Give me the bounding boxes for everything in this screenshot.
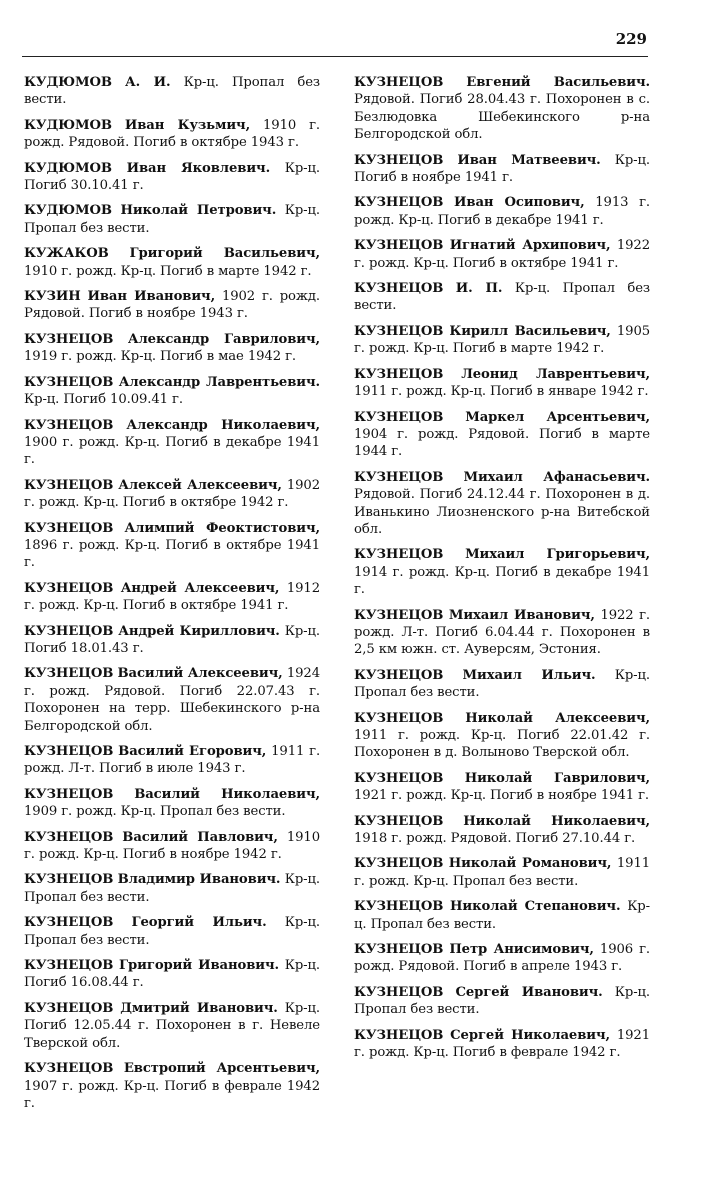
- entry-details: Кр-ц. Пропал без вести.: [354, 281, 651, 314]
- list-item: [354, 469, 650, 539]
- list-item: [354, 941, 650, 976]
- list-item: [24, 957, 320, 992]
- entry-given-name: Леонид Лаврентьевич,: [461, 366, 650, 382]
- entry-given-name: Александр Лаврентьевич.: [118, 374, 320, 390]
- entry-given-name: Андрей Кириллович.: [118, 623, 280, 639]
- list-item: [354, 667, 650, 702]
- entry-surname: КУЗНЕЦОВ: [354, 899, 444, 915]
- entry-details: Кр-ц. Пропал без вести.: [24, 203, 321, 236]
- entry-details: 1910 г. рожд. Кр-ц. Погиб в ноябре 1942 г.: [24, 829, 320, 863]
- entry-details: 1906 г. рожд. Рядовой. Погиб в апреле 1943 г.: [354, 942, 650, 975]
- entry-surname: КУЗНЕЦОВ: [354, 710, 444, 726]
- entry-details: 1912 г. рожд. Кр-ц. Погиб в октябре 1941 г.: [24, 580, 321, 614]
- entry-details: 1904 г. рожд. Рядовой. Погиб в марте 1944 г.: [354, 426, 650, 460]
- entry-surname: КУЗНЕЦОВ: [354, 607, 444, 623]
- entry-details: Кр-ц. Погиб 10.09.41 г.: [24, 392, 183, 408]
- entry-surname: КУЗНЕЦОВ: [354, 469, 444, 485]
- entry-given-name: Алимпий Феоктистович,: [124, 520, 320, 536]
- entry-surname: КУЗНЕЦОВ: [24, 958, 114, 974]
- entry-details: Кр-ц. Пропал без вести.: [24, 75, 320, 108]
- entry-surname: КУЗНЕЦОВ: [24, 520, 114, 536]
- entry-surname: КУЗНЕЦОВ: [24, 331, 114, 347]
- entry-surname: КУЗНЕЦОВ: [24, 374, 114, 390]
- entry-surname: КУЗИН: [24, 289, 81, 305]
- list-item: [354, 194, 650, 229]
- entry-details: Рядовой. Погиб 28.04.43 г. Похоронен в с. Безлюдовка Шебекинского р-на Белгородской обл.: [354, 92, 650, 143]
- entry-given-name: Петр Анисимович,: [449, 942, 594, 958]
- entry-details: 1924 г. рожд. Рядовой. Погиб 22.07.43 г. Похоронен на терр. Шебекинского р-на Белгородской обл.: [24, 666, 320, 734]
- entry-surname: КУДЮМОВ: [24, 117, 112, 133]
- list-item: [354, 366, 650, 401]
- entry-details: 1909 г. рожд. Кр-ц. Пропал без вести.: [24, 804, 286, 820]
- entry-given-name: Григорий Васильевич,: [129, 246, 320, 262]
- list-item: [24, 580, 320, 615]
- entry-details: 1922 г. рожд. Л-т. Погиб 6.04.44 г. Похоронен в 2,5 км южн. ст. Ауверсям, Эстония.: [354, 607, 651, 658]
- list-item: [354, 152, 650, 187]
- entry-given-name: Кирилл Васильевич,: [449, 323, 611, 339]
- entry-given-name: И. П.: [455, 281, 503, 297]
- entry-surname: КУЗНЕЦОВ: [354, 152, 444, 168]
- entry-surname: КУЗНЕЦОВ: [354, 195, 444, 211]
- list-item: [354, 74, 650, 144]
- entry-surname: КУЗНЕЦОВ: [24, 580, 114, 596]
- entry-given-name: Сергей Иванович.: [455, 984, 603, 1000]
- list-item: [354, 409, 650, 461]
- entry-given-name: Михаил Григорьевич,: [465, 547, 651, 563]
- list-item: [354, 710, 650, 762]
- entry-surname: КУЗНЕЦОВ: [354, 667, 444, 683]
- entry-surname: КУЗНЕЦОВ: [24, 829, 114, 845]
- list-item: [24, 623, 320, 658]
- list-item: [24, 1000, 320, 1052]
- entry-surname: КУДЮМОВ: [24, 160, 112, 176]
- entry-surname: КУДЮМОВ: [24, 203, 112, 219]
- entry-given-name: Иван Иванович,: [87, 289, 216, 305]
- entry-given-name: Николай Николаевич,: [463, 813, 651, 829]
- entry-given-name: Андрей Алексеевич,: [120, 580, 280, 596]
- list-item: [354, 607, 650, 659]
- entry-surname: КУЗНЕЦОВ: [24, 1061, 114, 1077]
- entry-details: 1896 г. рожд. Кр-ц. Погиб в октябре 1941 г.: [24, 537, 320, 571]
- list-item: [24, 743, 320, 778]
- entry-surname: КУЗНЕЦОВ: [24, 666, 114, 682]
- entry-surname: КУЗНЕЦОВ: [24, 1000, 114, 1016]
- list-item: [354, 1027, 650, 1062]
- entry-details: 1913 г. рожд. Кр-ц. Погиб в декабре 1941 г.: [354, 195, 651, 228]
- entry-details: Кр-ц. Погиб в ноябре 1941 г.: [354, 152, 650, 186]
- entry-surname: КУЗНЕЦОВ: [354, 770, 444, 786]
- entry-given-name: Иван Яковлевич.: [126, 160, 271, 176]
- entry-given-name: Николай Гаврилович,: [464, 770, 650, 786]
- list-item: [354, 984, 650, 1019]
- entry-surname: КУЗНЕЦОВ: [24, 915, 114, 931]
- entry-details: 1918 г. рожд. Рядовой. Погиб 27.10.44 г.: [354, 831, 636, 847]
- entry-surname: КУЗНЕЦОВ: [354, 984, 444, 1000]
- entry-surname: КУЗНЕЦОВ: [354, 856, 444, 872]
- entry-details: Рядовой. Погиб 24.12.44 г. Похоронен в д. Иванькино Лиозненского р-на Витебской обл.: [354, 487, 650, 537]
- entry-given-name: Алексей Алексеевич,: [118, 477, 282, 493]
- entry-surname: КУЗНЕЦОВ: [354, 366, 444, 382]
- entry-details: 1911 г. рожд. Кр-ц. Погиб в январе 1942 г.: [354, 384, 649, 400]
- entry-details: Кр-ц. Погиб 12.05.44 г. Похоронен в г. Невеле Тверской обл.: [24, 1000, 321, 1051]
- list-item: [354, 280, 650, 315]
- entry-given-name: Иван Матвеевич.: [457, 152, 601, 168]
- list-item: [24, 417, 320, 469]
- entry-details: 1900 г. рожд. Кр-ц. Погиб в декабре 1941 г.: [24, 434, 320, 468]
- entry-given-name: Василий Алексеевич,: [117, 666, 283, 682]
- entry-given-name: Евстропий Арсентьевич,: [123, 1061, 320, 1077]
- list-item: [24, 786, 320, 821]
- entry-details: Кр-ц. Погиб 16.08.44 г.: [24, 958, 321, 991]
- entry-details: Кр-ц. Погиб 30.10.41 г.: [24, 160, 320, 194]
- page-number: 229: [615, 30, 647, 48]
- entry-details: 1922 г. рожд. Кр-ц. Погиб в октябре 1941 г.: [354, 238, 651, 271]
- entry-given-name: Василий Павлович,: [122, 829, 278, 845]
- entry-details: Кр-ц. Пропал без вести.: [354, 667, 650, 701]
- list-item: [354, 546, 650, 598]
- entry-surname: КУЗНЕЦОВ: [354, 323, 444, 339]
- entry-surname: КУЗНЕЦОВ: [354, 942, 444, 958]
- entry-details: 1905 г. рожд. Кр-ц. Погиб в марте 1942 г.: [354, 323, 651, 357]
- entry-given-name: Георгий Ильич.: [131, 915, 267, 931]
- entry-given-name: Владимир Иванович.: [117, 872, 281, 888]
- entry-given-name: Иван Кузьмич,: [124, 117, 251, 133]
- entry-given-name: Сергей Николаевич,: [450, 1027, 611, 1043]
- entry-details: Кр-ц. Погиб 18.01.43 г.: [24, 623, 320, 656]
- entry-surname: КУЗНЕЦОВ: [24, 477, 114, 493]
- entry-details: 1907 г. рожд. Кр-ц. Погиб в феврале 1942 г.: [24, 1078, 320, 1111]
- list-item: [24, 245, 320, 280]
- entry-details: 1902 г. рожд. Кр-ц. Погиб в октябре 1942 г.: [24, 477, 320, 511]
- entry-details: 1910 г. рожд. Кр-ц. Погиб в марте 1942 г.: [24, 263, 312, 279]
- entry-details: 1914 г. рожд. Кр-ц. Погиб в декабре 1941 г.: [354, 564, 650, 598]
- entry-surname: КУЗНЕЦОВ: [354, 547, 444, 563]
- entry-given-name: Григорий Иванович.: [119, 958, 280, 974]
- entry-surname: КУДЮМОВ: [24, 75, 112, 90]
- entry-given-name: Николай Степанович.: [450, 899, 621, 915]
- entry-details: 1911 г. рожд. Кр-ц. Погиб 22.01.42 г. Похоронен в д. Волыново Тверской обл.: [354, 728, 650, 761]
- entry-surname: КУЗНЕЦОВ: [24, 744, 114, 759]
- entry-surname: КУЗНЕЦОВ: [354, 1027, 444, 1043]
- right-column: [354, 74, 650, 1120]
- list-item: [24, 331, 320, 366]
- list-item: [24, 374, 320, 409]
- list-item: [354, 323, 650, 358]
- entry-details: 1902 г. рожд. Рядовой. Погиб в ноябре 1943 г.: [24, 289, 321, 322]
- entry-details: 1919 г. рожд. Кр-ц. Погиб в мае 1942 г.: [24, 349, 296, 365]
- entry-given-name: Михаил Афанасьевич.: [463, 469, 650, 485]
- entry-given-name: Александр Гаврилович,: [127, 331, 320, 347]
- entry-details: 1911 г. рожд. Кр-ц. Пропал без вести.: [354, 856, 651, 889]
- entry-columns: [24, 74, 650, 1120]
- list-item: [354, 898, 650, 933]
- entry-given-name: А. И.: [125, 75, 171, 90]
- entry-details: 1911 г. рожд. Л-т. Погиб в июле 1943 г.: [24, 744, 321, 777]
- entry-given-name: Николай Романович,: [448, 856, 612, 872]
- header-rule: [22, 56, 648, 57]
- list-item: [354, 770, 650, 805]
- entry-surname: КУЗНЕЦОВ: [354, 813, 444, 829]
- list-item: [24, 288, 320, 323]
- entry-given-name: Маркел Арсентьевич,: [465, 409, 650, 425]
- entry-details: Кр-ц. Пропал без вести.: [354, 984, 651, 1018]
- entry-surname: КУЗНЕЦОВ: [354, 281, 444, 297]
- list-item: [354, 237, 650, 272]
- entry-given-name: Иван Осипович,: [454, 195, 585, 211]
- list-item: [24, 477, 320, 512]
- list-item: [24, 1060, 320, 1112]
- list-item: [24, 871, 320, 906]
- entry-details: 1921 г. рожд. Кр-ц. Погиб в ноябре 1941 г.: [354, 788, 649, 804]
- entry-details: Кр-ц. Пропал без вести.: [24, 915, 320, 948]
- entry-surname: КУЗНЕЦОВ: [354, 75, 444, 90]
- entry-given-name: Михаил Ильич.: [462, 667, 596, 683]
- entry-given-name: Александр Николаевич,: [126, 417, 320, 433]
- entry-details: 1921 г. рожд. Кр-ц. Погиб в феврале 1942 г.: [354, 1027, 651, 1061]
- entry-given-name: Николай Алексеевич,: [465, 710, 651, 726]
- list-item: [24, 202, 320, 237]
- list-item: [24, 160, 320, 195]
- entry-surname: КУЗНЕЦОВ: [24, 872, 114, 888]
- entry-surname: КУЗНЕЦОВ: [354, 409, 444, 425]
- entry-given-name: Евгений Васильевич.: [466, 75, 651, 90]
- entry-details: Кр-ц. Пропал без вести.: [354, 899, 650, 932]
- entry-surname: КУЗНЕЦОВ: [354, 238, 444, 254]
- entry-given-name: Николай Петрович.: [120, 203, 277, 219]
- entry-given-name: Михаил Иванович,: [448, 607, 595, 623]
- entry-given-name: Василий Николаевич,: [134, 786, 320, 802]
- entry-surname: КУЗНЕЦОВ: [24, 786, 114, 802]
- list-item: [24, 117, 320, 152]
- list-item: [24, 665, 320, 735]
- entry-given-name: Дмитрий Иванович.: [120, 1000, 278, 1016]
- list-item: [24, 829, 320, 864]
- entry-surname: КУЖАКОВ: [24, 246, 109, 262]
- list-item: [24, 74, 320, 109]
- list-item: [24, 520, 320, 572]
- entry-surname: КУЗНЕЦОВ: [24, 417, 114, 433]
- list-item: [24, 914, 320, 949]
- entry-details: 1910 г. рожд. Рядовой. Погиб в октябре 1943 г.: [24, 117, 320, 151]
- entry-details: Кр-ц. Пропал без вести.: [24, 872, 320, 905]
- list-item: [354, 813, 650, 848]
- entry-given-name: Игнатий Архипович,: [449, 238, 611, 254]
- entry-given-name: Василий Егорович,: [118, 744, 267, 759]
- entry-surname: КУЗНЕЦОВ: [24, 623, 114, 639]
- left-column: [24, 74, 320, 1120]
- list-item: [354, 855, 650, 890]
